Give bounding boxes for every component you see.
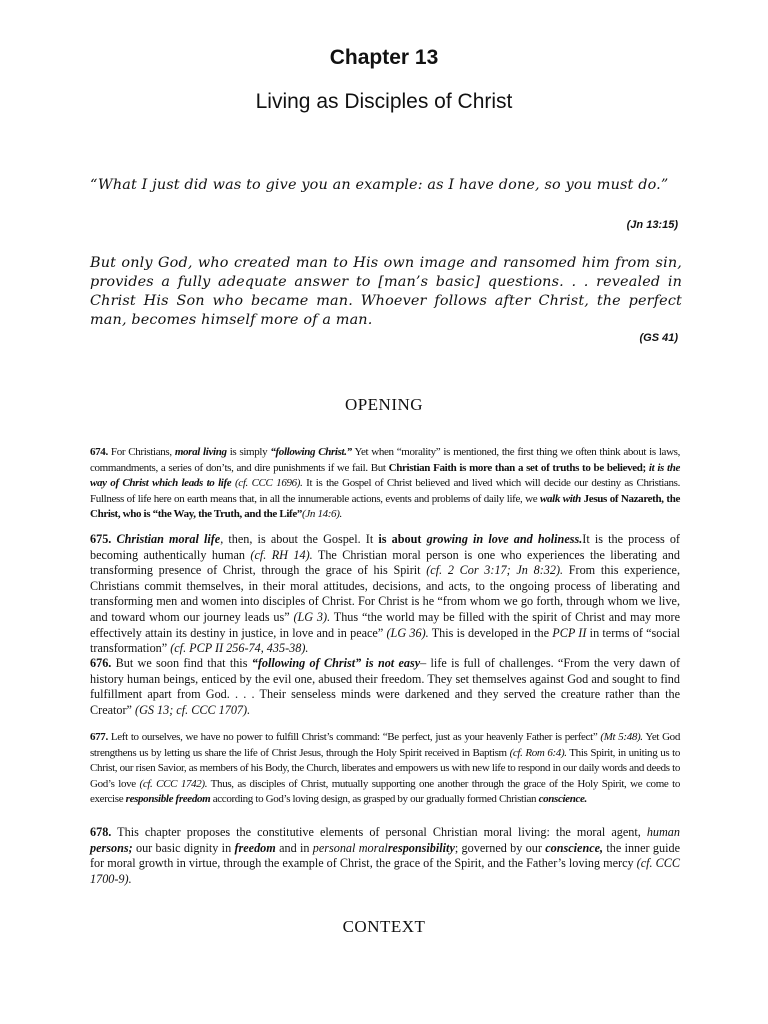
reference-citation: (cf. CCC 1700-9). — [90, 856, 680, 886]
paragraph-text: and in — [275, 840, 313, 855]
paragraph-text: in terms of “social transformation” — [90, 625, 680, 656]
emphasis-text: conscience. — [538, 793, 587, 806]
emphasis-text: is about — [378, 532, 427, 546]
reference-citation: (cf. RH 14). — [250, 547, 313, 562]
paragraph-text: – life is full of challenges. “From the very dawn of history human beings, enticed by the evil one, abused their freedom. They set themselves against God and sought to find fulfillment apart from God. . . . Their senseless minds were darkened and they served the creature rather than the Creator” — [90, 656, 681, 717]
emphasis-text: Jesus of Nazareth, the Christ, who is “the Way, the Truth, and the Life” — [90, 492, 681, 521]
emphasis-text: conscience, — [545, 840, 604, 855]
paragraph-number: 678. — [90, 825, 112, 839]
emphasis-text: human — [646, 825, 680, 839]
emphasis-text: it is the way of Christ which leads to life — [90, 461, 681, 490]
section-heading-opening: OPENING — [344, 395, 424, 414]
reference-citation: (cf. PCP II 256-74, 435-38). — [170, 641, 309, 656]
paragraph-number: 677. — [90, 731, 108, 743]
paragraph-text: Yet God strengthens us by letting us share the life of Christ Jesus, through the Holy Spirit received in Baptism — [90, 731, 680, 759]
paragraph-text: Thus “the world may be filled with the spirit of Christ and may more effectively attain its destiny in justice, in love and in peace” — [90, 609, 680, 640]
paragraph-text: Yet when “morality” is mentioned, the first thing we often think about is laws, commandments, a series of don’ts, and dire punishments if we fail. But — [90, 446, 680, 474]
emphasis-text: persons; — [90, 840, 133, 855]
paragraph-text: The Christian moral person is one who experiences the liberating and transforming presence of Christ, through the grace of his Spirit — [90, 547, 680, 578]
reference-citation: (LG 3). — [293, 609, 331, 624]
epigraph-quote-1: “What I just did was to give you an example: as I have done, so you must do.” — [90, 177, 669, 193]
emphasis-text: “following of Christ” is not easy — [251, 656, 421, 670]
epigraph-citation-2: (GS 41) — [639, 332, 678, 344]
epigraph-quote-2: But only God, who created man to His own image and ransomed him from sin, provides a fully adequate answer to [man’s basic] questions. . . revealed in Christ His Son who became man. Whoever follows after Christ, the perfect man, becomes himself more of a man. — [90, 255, 682, 328]
paragraph-677 — [90, 730, 680, 808]
paragraph-text: is simply — [226, 446, 271, 458]
emphasis-text: growing in love and holiness. — [426, 532, 583, 546]
reference-citation: (GS 13; cf. CCC 1707). — [135, 702, 251, 717]
paragraph-676 — [90, 656, 680, 718]
emphasis-text: Christian Faith is more than a set of truths to be believed; — [388, 461, 649, 474]
paragraph-number: 674. — [90, 446, 108, 458]
reference-citation: (cf. CCC 1742). — [139, 777, 208, 790]
paragraph-text: For Christians, — [107, 446, 175, 458]
reference-citation: PCP II — [552, 625, 587, 640]
paragraph-text: It is the Gospel of Christ believed and lived which will decide our destiny as Christians. Fullness of life here on earth means that, in all the innumerable actions, events and problems of daily life, we — [90, 477, 680, 505]
paragraph-text: But we soon find that this — [111, 656, 252, 670]
paragraph-text: Left to ourselves, we have no power to fulfill Christ’s command: “Be perfect, just as your heavenly Father is perfect” — [107, 731, 601, 743]
paragraph-text: It is the process of becoming authentically human — [90, 532, 680, 562]
paragraph-text: according to God’s loving design, as grasped by our gradually formed Christian — [210, 793, 539, 806]
paragraph-number: 675. — [90, 532, 112, 546]
paragraph-675 — [90, 532, 680, 657]
reference-citation: (cf. 2 Cor 3:17; Jn 8:32). — [426, 563, 564, 578]
reference-citation: (Mt 5:48). — [600, 731, 643, 743]
section-heading-context: CONTEXT — [342, 917, 426, 936]
reference-citation: (LG 36). — [386, 625, 429, 640]
emphasis-text: “following Christ.” — [270, 446, 352, 458]
paragraph-text: , then, is about the Gospel. It — [220, 532, 379, 546]
emphasis-text: responsible freedom — [125, 793, 211, 806]
paragraph-678 — [90, 825, 680, 887]
paragraph-text: Thus, as disciples of Christ, mutually supporting one another through the grace of the Holy Spirit, we come to exercise — [90, 777, 680, 806]
emphasis-text: freedom — [234, 840, 276, 855]
reference-citation: (Jn 14:6). — [302, 508, 342, 521]
chapter-number: Chapter 13 — [329, 46, 439, 69]
paragraph-text: From this experience, Christians commit themselves, in their moral attitudes, decisions, and acts, to the ongoing process of liberating and transforming men and women into disciples of Christ. For Christ is he “from whom we go forth, through whom we live, and toward whom our journey leads us” — [90, 563, 680, 624]
reference-citation: (cf. CCC 1696). — [231, 477, 303, 490]
emphasis-text: personal moral — [312, 840, 388, 855]
paragraph-text: This is developed in the — [428, 625, 553, 640]
chapter-title: Living as Disciples of Christ — [255, 90, 513, 113]
emphasis-text: Christian moral life — [111, 532, 221, 546]
paragraph-text: the inner guide for moral growth in virtue, through the example of Christ, the grace of the Spirit, and the Father’s loving mercy — [90, 840, 680, 871]
emphasis-text: moral living — [174, 446, 227, 458]
paragraph-text: our basic dignity in — [132, 840, 235, 855]
paragraph-674 — [90, 445, 680, 523]
paragraph-text: ; governed by our — [454, 840, 546, 855]
paragraph-number: 676. — [90, 656, 112, 670]
emphasis-text: responsibility — [387, 840, 455, 855]
reference-citation: (cf. Rom 6:4). — [509, 746, 567, 759]
epigraph-citation-1: (Jn 13:15) — [626, 219, 678, 231]
emphasis-text: walk with — [540, 492, 581, 505]
paragraph-text: This chapter proposes the constitutive elements of personal Christian moral living: the moral agent, — [111, 825, 647, 839]
paragraph-text: This Spirit, in uniting us to Christ, our risen Savior, as members of his Body, the Church, liberates and empowers us with new life to respond in our daily words and deeds to God’s love — [90, 746, 680, 790]
